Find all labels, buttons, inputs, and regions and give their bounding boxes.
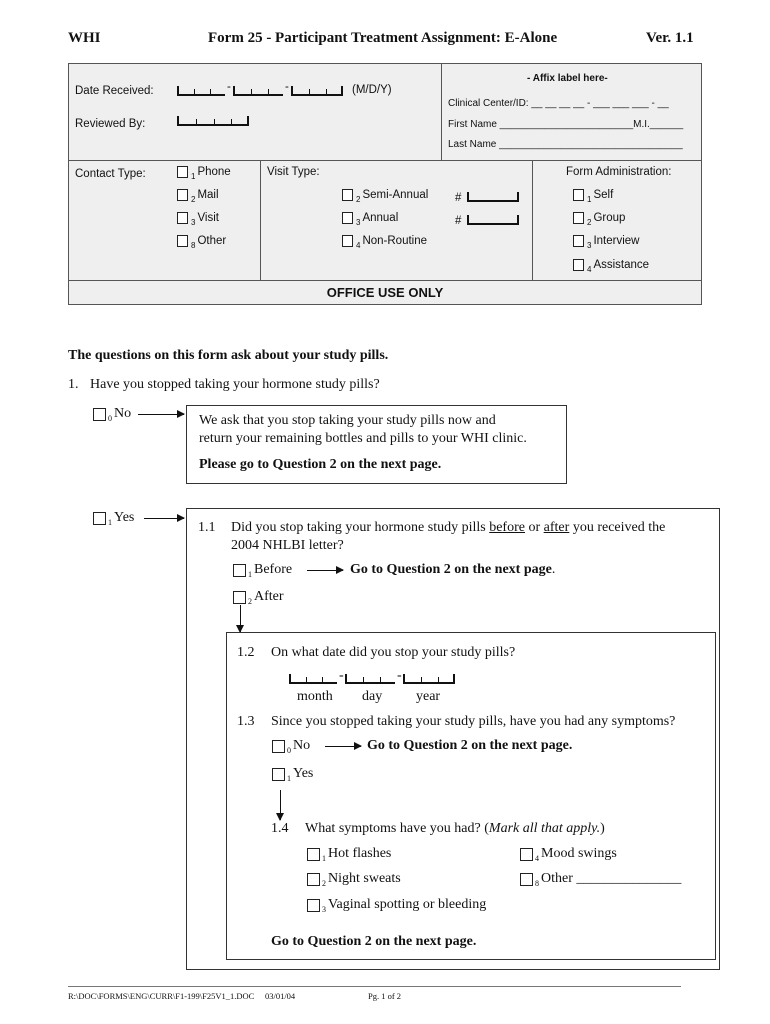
office-use-box bbox=[68, 63, 702, 305]
form-title: Form 25 - Participant Treatment Assignment: E-Alone bbox=[208, 30, 558, 46]
first-name-field[interactable]: First Name ________________________M.I.______ bbox=[448, 119, 684, 130]
clinical-center-field[interactable]: Clinical Center/ID: __ __ __ __ - ___ ___ ___ - __ bbox=[448, 98, 669, 109]
symptom-mood-swings[interactable]: $_4$ Mood swings bbox=[520, 846, 617, 862]
stop-date-field[interactable]: - - bbox=[289, 672, 469, 688]
affix-label: - Affix label here- bbox=[527, 73, 608, 84]
q1-3-yes-arrow bbox=[280, 790, 281, 820]
date-received-label: Date Received: bbox=[75, 85, 154, 97]
admin-option-self[interactable]: $_1$ Self bbox=[573, 189, 613, 201]
q1-3-no-goto: Go to Question 2 on the next page. bbox=[367, 738, 573, 753]
q1-3-no-arrow bbox=[325, 746, 361, 747]
admin-option-assistance[interactable]: $_4$ Assistance bbox=[573, 259, 649, 271]
reviewed-by-label: Reviewed By: bbox=[75, 118, 146, 130]
q1-yes-arrow bbox=[144, 518, 184, 519]
q1-1-option-after[interactable]: $_2$ After bbox=[233, 589, 284, 605]
date-year-label: year bbox=[416, 689, 441, 704]
form-version: Ver. 1.1 bbox=[646, 30, 694, 46]
q1-4-number: 1.4 bbox=[271, 821, 289, 836]
q1-4-text: What symptoms have you had? (Mark all that apply.) bbox=[305, 821, 605, 836]
visit-option-annual[interactable]: $_3$ Annual bbox=[342, 212, 398, 224]
q1-no-goto: Please go to Question 2 on the next page. bbox=[199, 457, 442, 472]
q1-no-arrow bbox=[138, 414, 184, 415]
q1-2-text: On what date did you stop your study pills? bbox=[271, 645, 516, 660]
contact-option-phone[interactable]: $_1$ Phone bbox=[177, 166, 231, 178]
q1-1-text-line2: 2004 NHLBI letter? bbox=[231, 538, 344, 553]
q1-1-before-goto: Go to Question 2 on the next page. bbox=[350, 562, 556, 577]
date-month-label: month bbox=[297, 689, 333, 704]
org-name: WHI bbox=[68, 30, 101, 46]
reviewed-by-field[interactable] bbox=[177, 116, 249, 126]
admin-option-group[interactable]: $_2$ Group bbox=[573, 212, 625, 224]
annual-number-label: # bbox=[455, 215, 462, 227]
contact-option-other[interactable]: $_8$ Other bbox=[177, 235, 226, 247]
contact-option-visit[interactable]: $_3$ Visit bbox=[177, 212, 219, 224]
footer-path: R:\DOC\FORMS\ENG\CURR\F1-199\F25V1_1.DOC 03/01/04 bbox=[68, 991, 296, 1001]
footer-page: Pg. 1 of 2 bbox=[368, 991, 402, 1001]
q1-3-number: 1.3 bbox=[237, 714, 255, 729]
contact-type-label: Contact Type: bbox=[75, 168, 146, 180]
symptom-other[interactable]: $_8$ Other _______________ bbox=[520, 871, 681, 887]
footer-rule bbox=[68, 986, 681, 987]
q1-4-goto: Go to Question 2 on the next page. bbox=[271, 934, 477, 949]
q1-no-line2: return your remaining bottles and pills to your WHI clinic. bbox=[199, 431, 527, 446]
q1-option-no[interactable]: $_0$ No bbox=[93, 406, 131, 422]
q1-1-after-arrow bbox=[240, 605, 241, 632]
q1-3-text: Since you stopped taking your study pills, have you had any symptoms? bbox=[271, 714, 676, 729]
q1-3-option-no[interactable]: $_0$ No bbox=[272, 738, 310, 754]
symptom-night-sweats[interactable]: $_2$ Night sweats bbox=[307, 871, 401, 887]
q1-1-option-before[interactable]: $_1$ Before bbox=[233, 562, 292, 578]
date-format: (M/D/Y) bbox=[352, 84, 392, 96]
visit-type-label: Visit Type: bbox=[267, 166, 320, 178]
semi-annual-number-label: # bbox=[455, 192, 462, 204]
q1-1-number: 1.1 bbox=[198, 520, 216, 535]
q1-text: Have you stopped taking your hormone study pills? bbox=[90, 377, 380, 392]
q1-no-line1: We ask that you stop taking your study pills now and bbox=[199, 413, 496, 428]
symptom-hot-flashes[interactable]: $_1$ Hot flashes bbox=[307, 846, 391, 862]
visit-option-non-routine[interactable]: $_4$ Non-Routine bbox=[342, 235, 427, 247]
intro-heading: The questions on this form ask about your study pills. bbox=[68, 348, 389, 363]
semi-annual-number-field[interactable] bbox=[467, 192, 519, 202]
office-use-only: OFFICE USE ONLY bbox=[326, 285, 444, 300]
form-admin-label: Form Administration: bbox=[566, 166, 672, 178]
q1-option-yes[interactable]: $_1$ Yes bbox=[93, 510, 134, 526]
q1-2-number: 1.2 bbox=[237, 645, 255, 660]
last-name-field[interactable]: Last Name _________________________________ bbox=[448, 139, 683, 150]
q1-3-option-yes[interactable]: $_1$ Yes bbox=[272, 766, 313, 782]
q1-1-before-arrow bbox=[307, 570, 343, 571]
q1-number: 1. bbox=[68, 377, 79, 392]
q1-no-instruction-box bbox=[186, 405, 567, 484]
q1-1-text: Did you stop taking your hormone study pills before or after you received the bbox=[231, 520, 666, 535]
contact-option-mail[interactable]: $_2$ Mail bbox=[177, 189, 219, 201]
date-received-field[interactable]: - - bbox=[177, 84, 347, 98]
visit-option-semi-annual[interactable]: $_2$ Semi-Annual bbox=[342, 189, 428, 201]
annual-number-field[interactable] bbox=[467, 215, 519, 225]
admin-option-interview[interactable]: $_3$ Interview bbox=[573, 235, 639, 247]
symptom-vaginal-spotting[interactable]: $_3$ Vaginal spotting or bleeding bbox=[307, 897, 486, 913]
date-day-label: day bbox=[362, 689, 383, 704]
